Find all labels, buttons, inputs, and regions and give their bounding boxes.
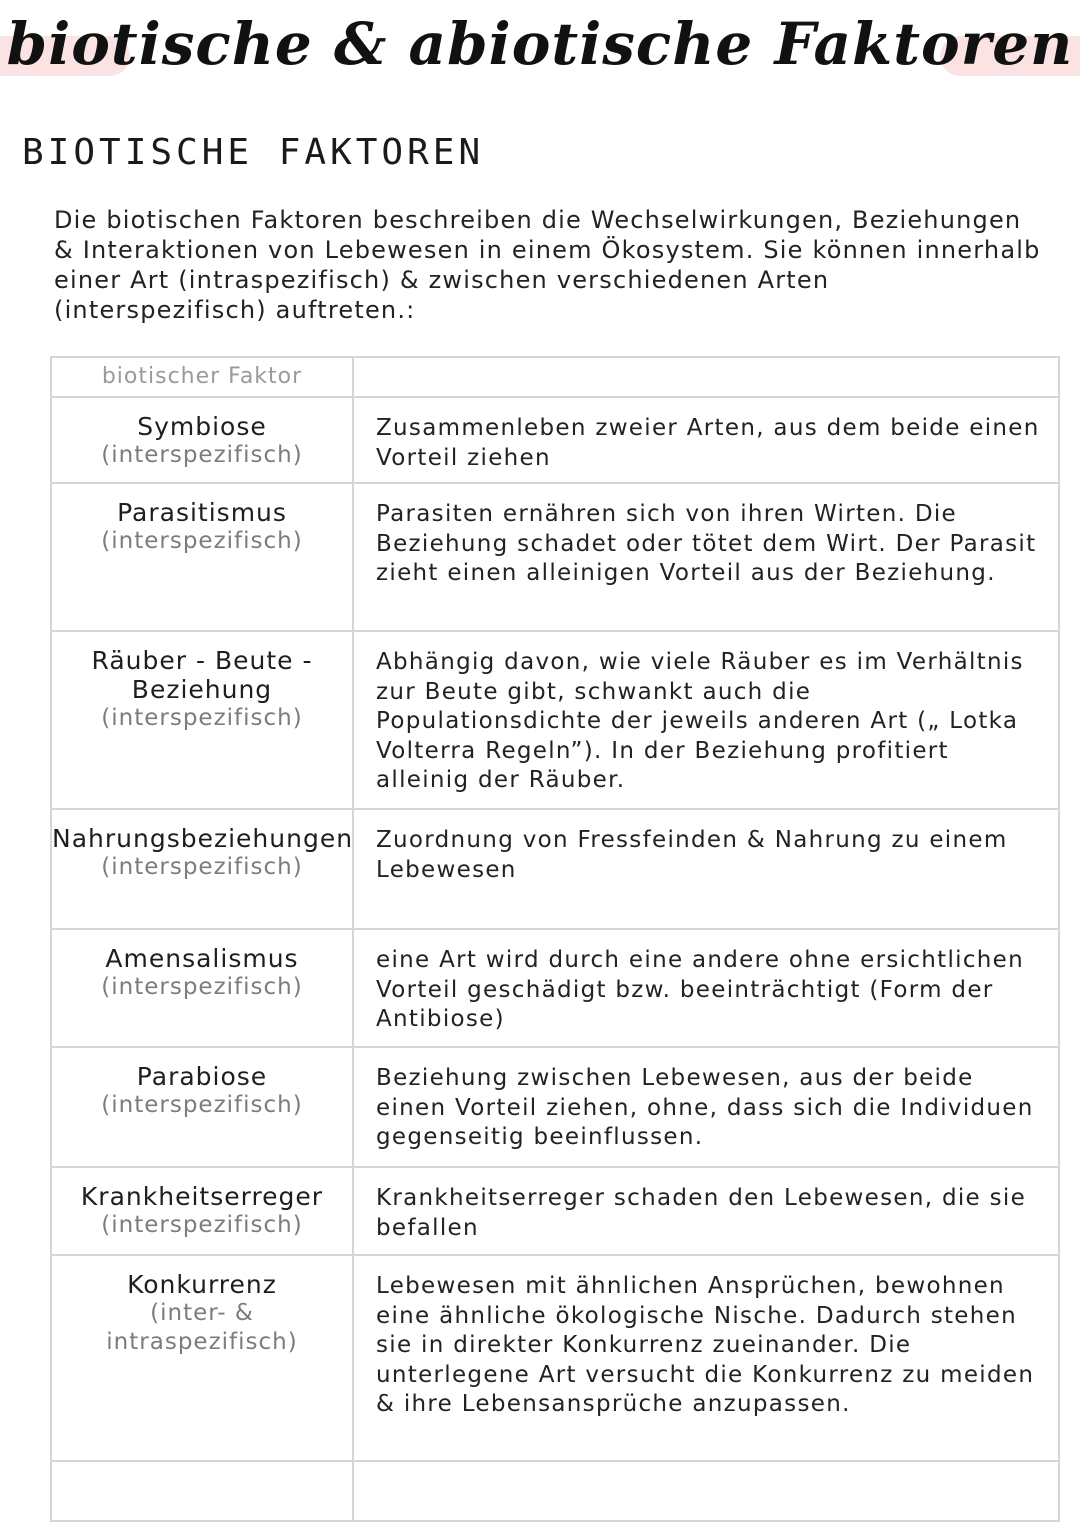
header-description-cell (353, 357, 1059, 397)
factor-name: Nahrungsbeziehungen (52, 824, 354, 853)
factor-description: Lebewesen mit ähnlichen Ansprüchen, bewohnen eine ähnliche ökologische Nische. Dadurch stehen sie in direkter Konkurrenz zueinander. Die unterlegene Art versucht die Konkurrenz zu meiden & ihre Lebensansprüche anzupassen. (376, 1273, 1035, 1417)
factor-name: Räuber - Beute - Beziehung (91, 646, 313, 704)
factor-description-cell (353, 1255, 1059, 1461)
factor-type: (inter- & intraspezifisch) (106, 1300, 298, 1355)
factor-name-cell (51, 809, 353, 929)
intro-paragraph: Die biotischen Faktoren beschreiben die Wechselwirkungen, Beziehungen & Interaktionen von Lebewesen in einem Ökosystem. Sie können innerhalb einer Art (intraspezifisch) & zwischen verschiedenen Arten (interspezifisch) auftreten.: (54, 206, 1041, 324)
factor-description: Zuordnung von Fressfeinden & Nahrung zu einem Lebewesen (376, 827, 1008, 883)
factor-description: eine Art wird durch eine andere ohne ersichtlichen Vorteil geschädigt bzw. beeinträchtigt (Form der Antibiose) (376, 947, 1024, 1032)
header-factor-label: biotischer Faktor (101, 364, 303, 389)
factor-type: (interspezifisch) (101, 854, 303, 880)
factor-name-cell (51, 929, 353, 1047)
factor-description-cell (353, 809, 1059, 929)
table-row (51, 1167, 1059, 1255)
factor-description-cell (353, 1047, 1059, 1167)
factor-description-cell (353, 483, 1059, 631)
table-row (51, 397, 1059, 483)
factor-description: Zusammenleben zweier Arten, aus dem beide einen Vorteil ziehen (376, 415, 1040, 471)
title-area (0, 0, 1080, 110)
factor-name: Symbiose (137, 412, 267, 441)
factor-type: (interspezifisch) (101, 528, 303, 554)
table-row (51, 1047, 1059, 1167)
empty-cell (353, 1461, 1059, 1521)
table-row (51, 631, 1059, 809)
factor-name: Amensalismus (105, 944, 299, 973)
table-header-row (51, 357, 1059, 397)
table-row-empty (51, 1461, 1059, 1521)
factor-name-cell (51, 1167, 353, 1255)
factor-description-cell (353, 1167, 1059, 1255)
table-row (51, 809, 1059, 929)
factor-description: Beziehung zwischen Lebewesen, aus der beide einen Vorteil ziehen, ohne, dass sich die Individuen gegenseitig beeinflussen. (376, 1065, 1034, 1150)
factor-name-cell (51, 631, 353, 809)
factor-description-cell (353, 631, 1059, 809)
factor-description-cell (353, 397, 1059, 483)
factor-name: Krankheitserreger (80, 1182, 324, 1211)
factors-table (50, 356, 1060, 1522)
factor-name-cell (51, 483, 353, 631)
factor-name: Parasitismus (117, 498, 287, 527)
factor-type: (interspezifisch) (101, 1092, 303, 1118)
factor-name-cell (51, 1255, 353, 1461)
table-row (51, 1255, 1059, 1461)
factor-type: (interspezifisch) (101, 442, 303, 468)
section-heading: BIOTISCHE FAKTOREN (22, 132, 485, 173)
factor-name: Konkurrenz (127, 1270, 277, 1299)
factor-description: Abhängig davon, wie viele Räuber es im Verhältnis zur Beute gibt, schwankt auch die Populationsdichte der jeweils anderen Art („ Lotka Volterra Regeln”). In der Beziehung profitiert alleinig der Räuber. (376, 649, 1024, 793)
factor-name-cell (51, 397, 353, 483)
factor-name: Parabiose (136, 1062, 268, 1091)
header-factor-cell (51, 357, 353, 397)
page-title: biotische & abiotische Faktoren (6, 10, 1074, 78)
empty-cell (51, 1461, 353, 1521)
table-row (51, 483, 1059, 631)
factor-name-cell (51, 1047, 353, 1167)
factor-type: (interspezifisch) (101, 1212, 303, 1238)
factor-description-cell (353, 929, 1059, 1047)
table-row (51, 929, 1059, 1047)
factor-description: Parasiten ernähren sich von ihren Wirten. Die Beziehung schadet oder tötet dem Wirt. Der Parasit zieht einen alleinigen Vorteil aus der Beziehung. (376, 501, 1037, 586)
factor-type: (interspezifisch) (101, 705, 303, 731)
factor-description: Krankheitserreger schaden den Lebewesen, die sie befallen (376, 1185, 1027, 1241)
factor-type: (interspezifisch) (101, 974, 303, 1000)
